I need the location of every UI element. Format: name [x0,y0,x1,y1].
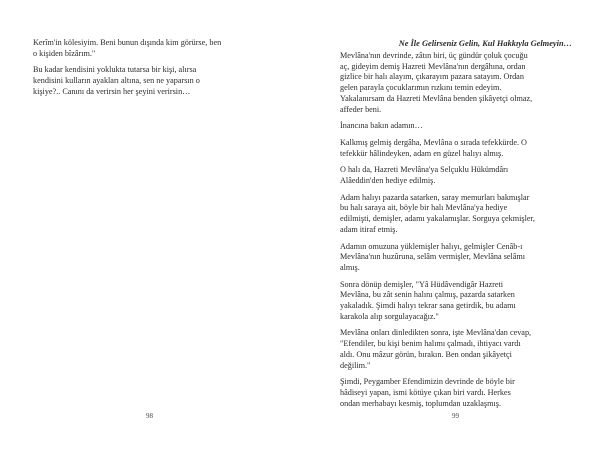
paragraph: Kalkmış gelmiş dergâha, Mevlâna o sırada tefekkürde. O tefekkür hâlindeyken, adam en güzel halıyı almış. [340,137,527,158]
paragraph: İnancına bakın adamın… [340,121,423,131]
paragraph: Şimdi, Peygamber Efendimizin devrinde de böyle bir hâdiseyi yapan, ismi kötüye çıkan biri vardı. Herkes ondan merhabayı kesmiş, toplumdan uzaklaşmış. [340,377,515,408]
paragraph: O halı da, Hazreti Mevlâna'ya Selçuklu Hükümdârı Alâeddin'den hediye edilmiş. [340,165,509,186]
left-page-text [33,38,269,104]
paragraph: Mevlâna'nın devrinde, zâtın biri, üç gündür çoluk çocuğu aç, gideyim demiş Hazreti Mevlâna'nın dergâhına, ordan gizlice bir halı alayım, çıkarayım pazara satayım. Ordan gelen parayla çocuklarımın rızkını temin edeyim. Yakalanırsam da Hazreti Mevlâna benden şikâyetçi olmaz, affeder beni. [340,51,533,114]
page-number: 98 [146,412,153,420]
paragraph: Sonra dönüp demişler, "Yâ Hüdâvendigâr Hazreti Mevlâna, bu zât senin halını çalmış, pazarda satarken yakaladık. Şimdi halıyı tekrar sana getirdik, bu adamı karakola alıp sorgulayacağız." [340,279,516,321]
paragraph: Kerîm'in kölesiyim. Beni bunun dışında kim görürse, ben o kişiden bîzârım." [33,38,222,58]
paragraph: Adamın omuzuna yüklemişler halıyı, gelmişler Cenâb-ı Mevlâna'nın huzûruna, selâm vermişler, Mevlâna selâmı almış. [340,241,526,272]
chapter-title: Ne İle Gelirseniz Gelin, Kul Hakkıyla Gelmeyin… [398,39,572,48]
paragraph: Mevlâna onları dinledikten sonra, işte Mevlâna'dan cevap, "Efendiler, bu kişi benim halımı çalmadı, ihtiyacı vardı aldı. Onu mâzur görün, bırakın. Ben ondan şikâyetçi değilim." [340,328,532,370]
paragraph: Adam halıyı pazarda satarken, saray memurları bakmışlar bu halı saraya ait, böyle bir halı Mevlâna'ya hediye edilmişti, demişler, adamı yakalamışlar. Sorguya çekmişler, adam itiraf etmiş. [340,192,535,234]
page-number: 99 [452,412,459,420]
paragraph: Bu kadar kendisini yoklukta tutarsa bir kişi, alırsa kendisini kulların ayakları altına, sen ne yaparsın o kişiye?.. Canını da verirsin her şeyini verirsin… [33,65,200,96]
right-page-text [340,38,572,415]
right-page [300,0,600,449]
